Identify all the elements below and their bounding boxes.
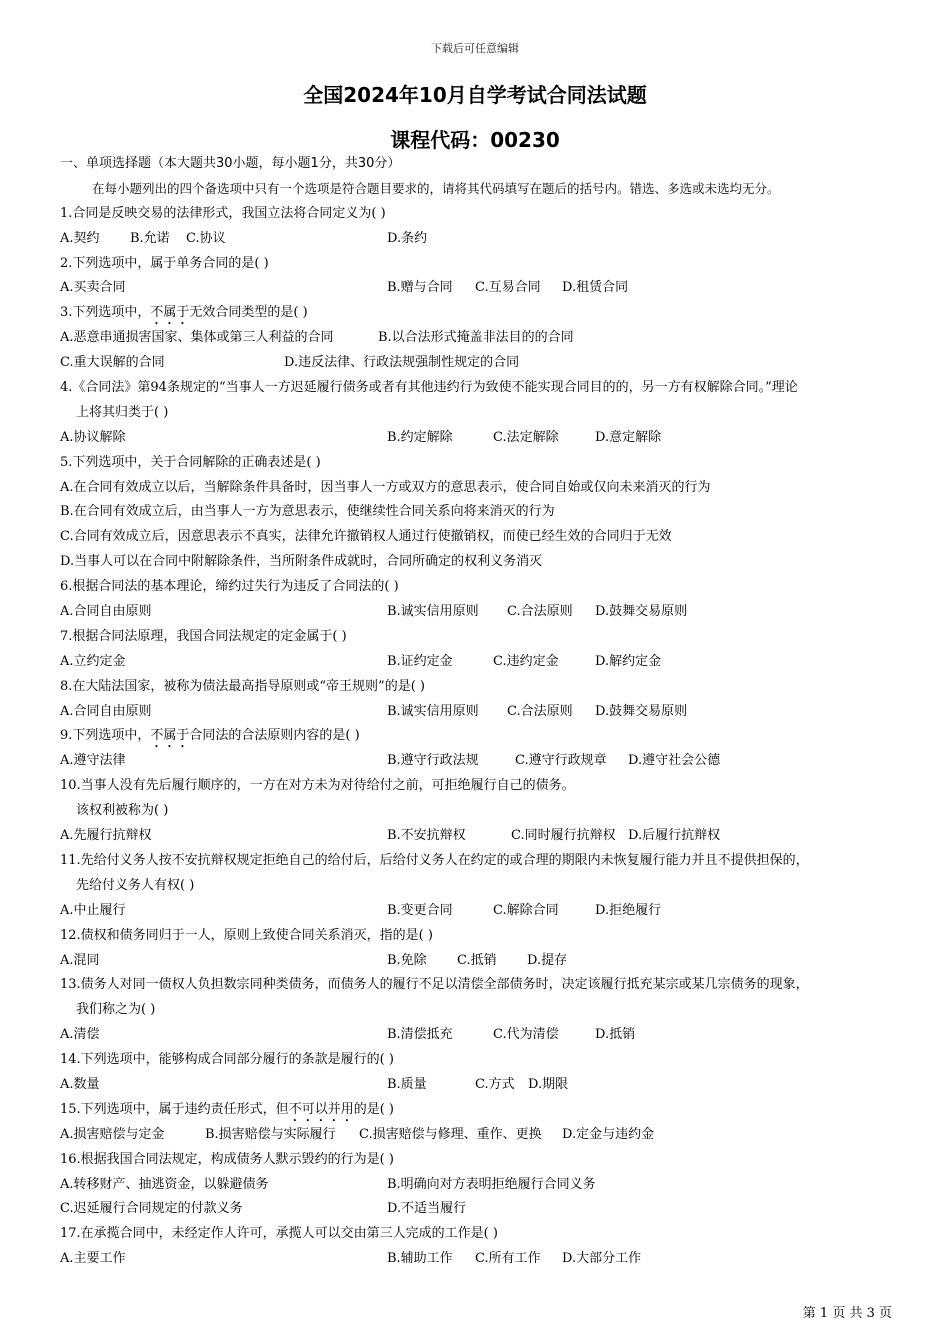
option: C.重大误解的合同 bbox=[60, 355, 165, 371]
exam-content bbox=[60, 152, 895, 1272]
option: C.遵守行政规章 bbox=[515, 753, 607, 769]
question-stem bbox=[60, 301, 895, 326]
option: B.在合同有效成立后，由当事人一方为意思表示，使继续性合同关系向将来消灭的行为 bbox=[60, 504, 555, 520]
option: B.诚实信用原则 bbox=[387, 604, 479, 620]
stem-text: 3.下列选项中， bbox=[60, 305, 151, 321]
options-row bbox=[60, 824, 895, 849]
option: C.迟延履行合同规定的付款义务 bbox=[60, 1201, 243, 1217]
question-stem-continued: 我们称之为( ) bbox=[76, 1002, 156, 1018]
option: D.大部分工作 bbox=[562, 1251, 642, 1267]
option: A.恶意串通损害国家、集体或第三人利益的合同 bbox=[60, 330, 334, 346]
stem-emphasis: 不属于 bbox=[150, 728, 190, 744]
option: A.转移财产、抽逃资金，以躲避债务 bbox=[60, 1176, 269, 1192]
option: A.协议解除 bbox=[60, 429, 126, 445]
option: B.遵守行政法规 bbox=[387, 753, 479, 769]
option: B.证约定金 bbox=[387, 653, 453, 669]
option: D.条约 bbox=[387, 230, 428, 246]
course-code: 课程代码：00230 bbox=[390, 128, 560, 152]
option: A.先履行抗辩权 bbox=[60, 828, 152, 844]
question-stem: 6.根据合同法的基本理论，缔约过失行为违反了合同法的( ) bbox=[60, 579, 399, 595]
option: D.租赁合同 bbox=[562, 280, 629, 296]
option: B.变更合同 bbox=[387, 902, 453, 918]
option: D.期限 bbox=[528, 1076, 569, 1092]
option: B.以合法形式掩盖非法目的的合同 bbox=[378, 330, 574, 346]
option: D.意定解除 bbox=[595, 429, 662, 445]
option: C.方式 bbox=[475, 1076, 515, 1092]
page-number: 第 1 页 共 3 页 bbox=[802, 1306, 892, 1321]
option: C.协议 bbox=[186, 230, 226, 246]
stem-text: 合同法的合法原则内容的是( ) bbox=[189, 728, 360, 744]
question-stem: 16.根据我国合同法规定，构成债务人默示毁约的行为是( ) bbox=[60, 1151, 394, 1167]
option: B.约定解除 bbox=[387, 429, 453, 445]
question-stem-continued: 上将其归类于( ) bbox=[76, 404, 169, 420]
section-instruction: 在每小题列出的四个备选项中只有一个选项是符合题目要求的，请将其代码填写在题后的括号内。错选、多选或未选均无分。 bbox=[92, 180, 780, 196]
exam-title: 全国2024年10月自学考试合同法试题 bbox=[303, 83, 647, 107]
option: A.主要工作 bbox=[60, 1251, 126, 1267]
option: D.当事人可以在合同中附解除条件，当所附条件成就时，合同所确定的权利义务消灭 bbox=[60, 554, 543, 570]
question-stem: 2.下列选项中，属于单务合同的是( ) bbox=[60, 255, 269, 271]
question-stem: 13.债务人对同一债权人负担数宗同种类债务，而债务人的履行不足以清偿全部债务时，决定该履行抵充某宗或某几宗债务的现象， bbox=[60, 977, 809, 993]
option: B.损害赔偿与实际履行 bbox=[205, 1126, 336, 1142]
options-row bbox=[60, 1073, 895, 1098]
stem-text: 9.下列选项中， bbox=[60, 728, 151, 744]
stem-emphasis: 不属于 bbox=[150, 305, 190, 321]
option: C.损害赔偿与修理、重作、更换 bbox=[359, 1126, 542, 1142]
options-row bbox=[60, 1197, 895, 1222]
option: B.诚实信用原则 bbox=[387, 703, 479, 719]
option: C.同时履行抗辩权 bbox=[511, 828, 616, 844]
stem-emphasis: 不可以并用 bbox=[288, 1101, 354, 1117]
options-row bbox=[60, 426, 895, 451]
stem-text: 的是( ) bbox=[353, 1101, 394, 1117]
option: D.鼓舞交易原则 bbox=[595, 604, 688, 620]
option: A.合同自由原则 bbox=[60, 703, 152, 719]
options-row bbox=[60, 1247, 895, 1272]
question-stem: 5.下列选项中，关于合同解除的正确表述是( ) bbox=[60, 454, 321, 470]
option: A.契约 bbox=[60, 230, 100, 246]
question-stem: 4.《合同法》第94条规定的“当事人一方迟延履行债务或者有其他违约行为致使不能实现合同目的的，另一方有权解除合同。”理论 bbox=[60, 380, 798, 396]
option: B.明确向对方表明拒绝履行合同义务 bbox=[387, 1176, 596, 1192]
options-row bbox=[60, 326, 895, 351]
option: D.鼓舞交易原则 bbox=[595, 703, 688, 719]
options-row bbox=[60, 227, 895, 252]
question-stem: 17.在承揽合同中，未经定作人许可，承揽人可以交由第三人完成的工作是( ) bbox=[60, 1226, 498, 1242]
section-heading: 一、单项选择题（本大题共30小题，每小题1分，共30分） bbox=[60, 156, 401, 171]
question-stem: 12.债权和债务同归于一人，原则上致使合同关系消灭，指的是( ) bbox=[60, 927, 433, 943]
option: A.在合同有效成立以后，当解除条件具备时，因当事人一方或双方的意思表示，使合同自始或仅向未来消灭的行为 bbox=[60, 479, 711, 495]
question-stem-continued: 先给付义务人有权( ) bbox=[76, 877, 195, 893]
options-row bbox=[60, 899, 895, 924]
option: D.违反法律、行政法规强制性规定的合同 bbox=[284, 355, 520, 371]
options-row bbox=[60, 949, 895, 974]
options-row bbox=[60, 749, 895, 774]
question-stem: 10.当事人没有先后履行顺序的，一方在对方未为对待给付之前，可拒绝履行自己的债务。 bbox=[60, 778, 575, 794]
question-stem-continued: 该权利被称为( ) bbox=[76, 803, 169, 819]
question-stem: 7.根据合同法原理，我国合同法规定的定金属于( ) bbox=[60, 628, 347, 644]
option: A.数量 bbox=[60, 1076, 100, 1092]
option: B.赠与合同 bbox=[387, 280, 453, 296]
option: A.中止履行 bbox=[60, 902, 126, 918]
option: C.合法原则 bbox=[507, 703, 573, 719]
option: D.定金与违约金 bbox=[562, 1126, 655, 1142]
option: B.清偿抵充 bbox=[387, 1027, 453, 1043]
options-row bbox=[60, 1173, 895, 1198]
option: C.合法原则 bbox=[507, 604, 573, 620]
option: A.遵守法律 bbox=[60, 753, 126, 769]
option: C.代为清偿 bbox=[493, 1027, 559, 1043]
option: D.后履行抗辩权 bbox=[628, 828, 721, 844]
question-stem: 8.在大陆法国家，被称为债法最高指导原则或“帝王规则”的是( ) bbox=[60, 678, 425, 694]
option: B.质量 bbox=[387, 1076, 427, 1092]
option: D.解约定金 bbox=[595, 653, 662, 669]
options-row bbox=[60, 276, 895, 301]
header-note: 下载后可任意编辑 bbox=[431, 42, 519, 55]
option: C.抵销 bbox=[457, 952, 497, 968]
option: A.合同自由原则 bbox=[60, 604, 152, 620]
option: C.互易合同 bbox=[475, 280, 541, 296]
option: D.抵销 bbox=[595, 1027, 636, 1043]
question-stem bbox=[60, 724, 895, 749]
question-stem: 14.下列选项中，能够构成合同部分履行的条款是履行的( ) bbox=[60, 1052, 394, 1068]
question-stem bbox=[60, 1098, 895, 1123]
option: B.辅助工作 bbox=[387, 1251, 453, 1267]
option: A.立约定金 bbox=[60, 653, 126, 669]
stem-text: 无效合同类型的是( ) bbox=[189, 305, 308, 321]
option: D.不适当履行 bbox=[387, 1201, 467, 1217]
options-row bbox=[60, 600, 895, 625]
option: C.所有工作 bbox=[475, 1251, 541, 1267]
option: B.免除 bbox=[387, 952, 427, 968]
option: A.清偿 bbox=[60, 1027, 100, 1043]
option: D.拒绝履行 bbox=[595, 902, 662, 918]
option: A.损害赔偿与定金 bbox=[60, 1126, 165, 1142]
question-stem: 1.合同是反映交易的法律形式，我国立法将合同定义为( ) bbox=[60, 205, 386, 221]
option: C.合同有效成立后，因意思表示不真实，法律允许撤销权人通过行使撤销权，而使已经生效的合同归于无效 bbox=[60, 529, 672, 545]
option: C.违约定金 bbox=[493, 653, 559, 669]
options-row bbox=[60, 700, 895, 725]
options-row bbox=[60, 650, 895, 675]
options-row bbox=[60, 351, 895, 376]
stem-text: 15.下列选项中，属于违约责任形式，但 bbox=[60, 1101, 289, 1117]
options-row bbox=[60, 1123, 895, 1148]
option: C.法定解除 bbox=[493, 429, 559, 445]
option: A.混同 bbox=[60, 952, 100, 968]
question-stem: 11.先给付义务人按不安抗辩权规定拒绝自己的给付后，后给付义务人在约定的或合理的期限内未恢复履行能力并且不提供担保的， bbox=[60, 852, 809, 868]
option: A.买卖合同 bbox=[60, 280, 126, 296]
option: D.遵守社会公德 bbox=[628, 753, 721, 769]
option: B.允诺 bbox=[130, 230, 170, 246]
options-row bbox=[60, 1023, 895, 1048]
option: D.提存 bbox=[527, 952, 568, 968]
option: B.不安抗辩权 bbox=[387, 828, 466, 844]
option: C.解除合同 bbox=[493, 902, 559, 918]
